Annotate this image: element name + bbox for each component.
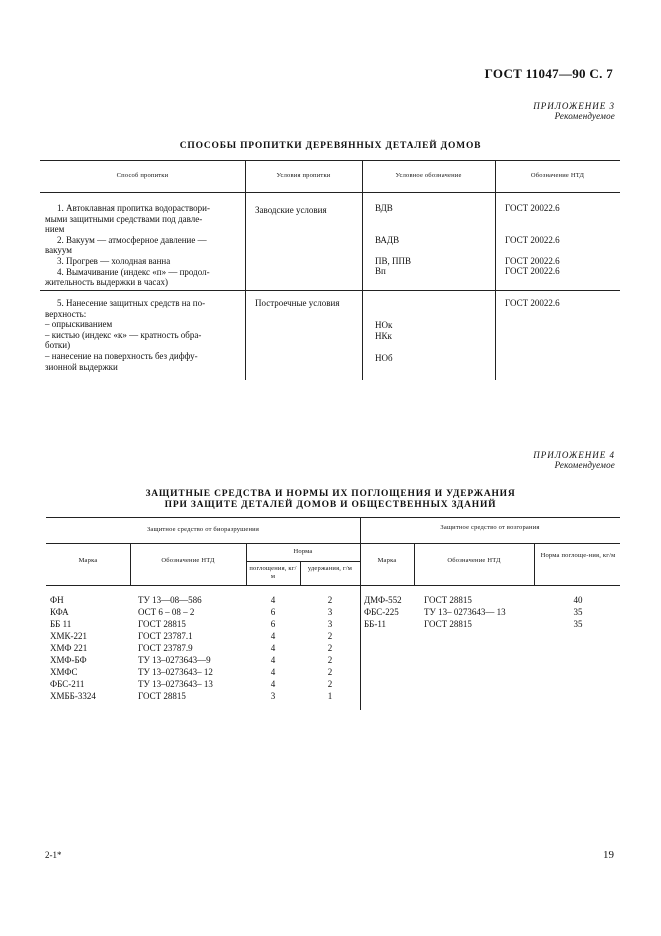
bio-mark-cell: ФБС-211 (50, 679, 85, 689)
bio-retain-cell: 3 (327, 607, 333, 617)
ntd-cell: ГОСТ 20022.6 (505, 298, 560, 308)
method-line: 3. Прогрев — холодная ванна (57, 255, 171, 266)
footer-left: 2-1* (45, 850, 62, 860)
method-line: – нанесение на поверхность без диффу- (45, 350, 198, 361)
code-cell: ПВ, ППВ (375, 256, 412, 266)
bio-absorb-cell: 4 (270, 655, 276, 665)
appendix3-label-block (533, 101, 615, 121)
fire-ntd-cell: ТУ 13– 0273643— 13 (424, 607, 506, 617)
col-header-ntd-fire: Обозначение НТД (447, 557, 501, 564)
bio-retain-cell: 3 (327, 619, 333, 629)
bio-retain-cell: 2 (327, 643, 333, 653)
bio-mark-cell: КФА (50, 607, 69, 617)
method-line: нием (45, 224, 65, 235)
col-header-conditions: Условия пропитки (276, 172, 331, 179)
bio-retain-cell: 1 (327, 691, 333, 701)
bio-absorb-cell: 6 (270, 619, 276, 629)
method-cell-group1 (45, 203, 245, 288)
appendix3-note: Рекомендуемое (554, 111, 615, 121)
bio-ntd-cell: ТУ 13–0273643––9 (138, 655, 211, 665)
bio-absorb-cell: 4 (270, 643, 276, 653)
col-header-ntd: Обозначение НТД (530, 172, 585, 179)
appendix4-note: Рекомендуемое (554, 460, 615, 470)
col-header-ntd: Обозначение НТД (161, 557, 215, 564)
bio-absorb-cell: 4 (270, 679, 276, 689)
bio-mark-cell: ХМФС (50, 667, 78, 677)
method-line: 5. Нанесение защитных средств на по- (57, 298, 206, 308)
code-cell: НКк (375, 331, 392, 341)
appendix4-title (0, 489, 661, 511)
bio-mark-cell: ХМББ-3324 (50, 691, 96, 701)
method-line: вакуум (45, 245, 72, 256)
code-cell: Вп (375, 266, 386, 276)
bio-mark-cell: ББ 11 (50, 619, 72, 629)
appendix4-title-line2: ПРИ ЗАЩИТЕ ДЕТАЛЕЙ ДОМОВ И ОБЩЕСТВЕННЫХ ЗДАНИЙ (164, 500, 497, 510)
method-line: зионной выдержки (45, 361, 118, 372)
method-line: 2. Вакуум — атмосферное давление — (57, 234, 207, 245)
fire-ntd-cell: ГОСТ 28815 (424, 619, 472, 629)
bio-mark-cell: ФН (50, 595, 64, 605)
bio-absorb-cell: 3 (270, 691, 276, 701)
bio-ntd-cell: ОСТ 6 – 08 – 2 (138, 607, 195, 617)
ntd-cell: ГОСТ 20022.6 (505, 256, 560, 266)
bio-absorb-cell: 4 (270, 595, 276, 605)
bio-absorb-cell: 4 (270, 631, 276, 641)
bio-ntd-cell: ГОСТ 28815 (138, 691, 186, 701)
col-header-code: Условное обозначение (395, 172, 462, 179)
ntd-cell: ГОСТ 20022.6 (505, 203, 560, 213)
col-header-method: Способ пропитки (116, 172, 169, 179)
bio-absorb-cell: 4 (270, 667, 276, 677)
bio-ntd-cell: ТУ 13–0273643– 12 (138, 667, 213, 677)
col-header-absorb: поглощения, кг/м (249, 565, 297, 580)
conditions-cell-group2: Построечные условия (255, 298, 340, 308)
fire-norm-cell: 35 (573, 607, 583, 617)
bio-retain-cell: 2 (327, 667, 333, 677)
code-cell: НОб (375, 353, 393, 363)
code-cell: ВАДВ (375, 235, 400, 245)
ntd-cell: ГОСТ 20022.6 (505, 235, 560, 245)
bio-mark-cell: ХМФ 221 (50, 643, 88, 653)
group-header-bio: Защитное средство от биоразрушения (146, 526, 260, 533)
bio-ntd-cell: ГОСТ 23787.9 (138, 643, 193, 653)
bio-mark-cell: ХМК-221 (50, 631, 88, 641)
bio-absorb-cell: 6 (270, 607, 276, 617)
page-number: 19 (603, 849, 614, 861)
code-cell: НОк (375, 320, 393, 330)
fire-mark-cell: ФБС-225 (364, 607, 399, 617)
method-line: 4. Вымачивание (индекс «п» — продол- (57, 266, 210, 277)
fire-norm-cell: 35 (573, 619, 583, 629)
bio-ntd-cell: ТУ 13–0273643– 13 (138, 679, 213, 689)
appendix3-label: ПРИЛОЖЕНИЕ 3 (533, 101, 615, 111)
method-line: жительность выдержки в часах) (45, 277, 169, 288)
appendix4-label-block (533, 450, 615, 470)
bio-ntd-cell: ГОСТ 28815 (138, 619, 186, 629)
group-header-fire: Защитное средство от возгорания (440, 524, 540, 531)
conditions-cell-group1: Заводские условия (255, 205, 327, 215)
method-cell-group2 (45, 298, 245, 372)
bio-ntd-cell: ТУ 13—08—586 (138, 595, 202, 605)
bio-mark-cell: ХМФ-БФ (50, 655, 87, 665)
fire-mark-cell: ДМФ-552 (364, 595, 402, 605)
col-header-retain: удержания, г/м (307, 565, 353, 572)
method-line: – опрыскиванием (45, 319, 113, 330)
fire-mark-cell: ББ-11 (364, 619, 386, 629)
bio-retain-cell: 2 (327, 631, 333, 641)
method-line: 1. Автоклавная пропитка водораствори- (57, 203, 210, 213)
bio-ntd-cell: ГОСТ 23787.1 (138, 631, 193, 641)
bio-retain-cell: 2 (327, 655, 333, 665)
appendix3-title: СПОСОБЫ ПРОПИТКИ ДЕРЕВЯННЫХ ДЕТАЛЕЙ ДОМОВ (179, 141, 482, 151)
appendix4-label: ПРИЛОЖЕНИЕ 4 (533, 450, 615, 460)
method-line: мыми защитными средствами под давле- (45, 213, 203, 224)
method-line: верхность: (45, 308, 87, 319)
bio-retain-cell: 2 (327, 595, 333, 605)
method-line: ботки) (45, 340, 71, 351)
col-header-mark: Марка (78, 557, 98, 564)
col-header-norm-fire: Норма поглоще-ния, кг/м (540, 552, 616, 559)
bio-retain-cell: 2 (327, 679, 333, 689)
fire-ntd-cell: ГОСТ 28815 (424, 595, 472, 605)
appendix4-title-line1: ЗАЩИТНЫЕ СРЕДСТВА И НОРМЫ ИХ ПОГЛОЩЕНИЯ И УДЕРЖАНИЯ (145, 489, 516, 499)
col-header-mark-fire: Марка (377, 557, 397, 564)
fire-norm-cell: 40 (573, 595, 583, 605)
ntd-cell: ГОСТ 20022.6 (505, 266, 560, 276)
page-header: ГОСТ 11047—90 С. 7 (484, 66, 613, 81)
code-cell: ВДВ (375, 203, 393, 213)
method-line: – кистью (индекс «к» — кратность обра- (45, 329, 202, 340)
col-header-norm: Норма (293, 548, 313, 555)
